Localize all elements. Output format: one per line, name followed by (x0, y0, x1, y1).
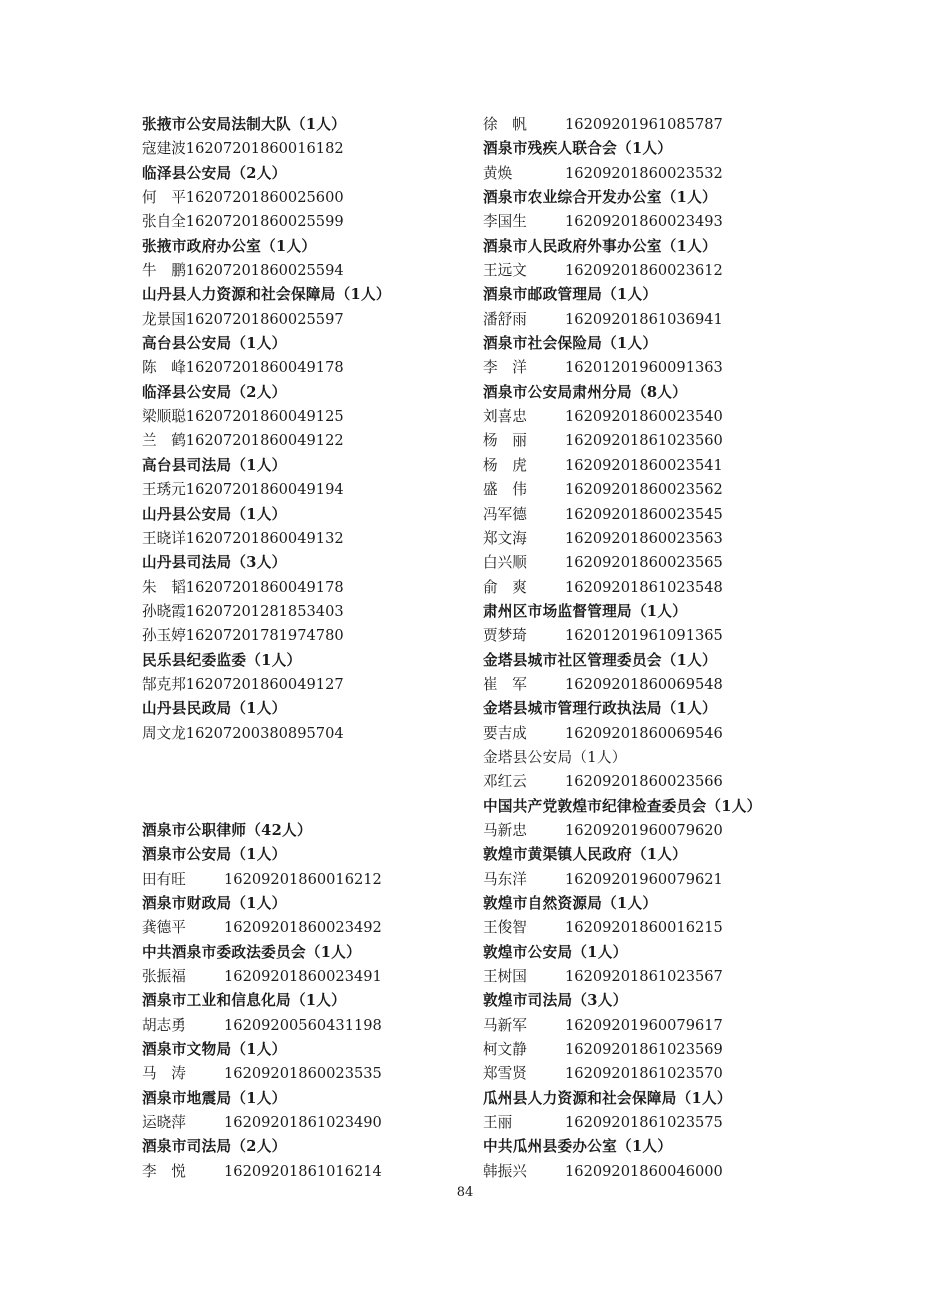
lawyer-entry (483, 356, 903, 380)
lawyer-entry (483, 551, 903, 575)
license-number: 16207201860049127 (185, 675, 344, 693)
department-heading: 肃州区市场监督管理局（1人） (483, 602, 688, 620)
license-number: 16209201860023545 (565, 505, 723, 523)
lawyer-entry (142, 210, 462, 234)
lawyer-name: 牛 鹏 (142, 262, 186, 280)
page-number: 84 (456, 1185, 474, 1200)
lawyer-entry (483, 1038, 903, 1062)
lawyer-name: 白兴顺 (483, 554, 527, 572)
lawyer-entry (483, 259, 903, 283)
department-heading: 中国共产党敦煌市纪律检查委员会（1人） (483, 797, 762, 815)
lawyer-name: 柯文静 (483, 1041, 527, 1059)
lawyer-name: 邓红云 (483, 773, 527, 791)
department-heading: 酒泉市工业和信息化局（1人） (142, 992, 347, 1010)
license-number: 16209201860023535 (224, 1065, 382, 1083)
lawyer-entry (142, 576, 462, 600)
department-heading: 山丹县民政局（1人） (142, 700, 287, 718)
lawyer-entry (483, 770, 903, 794)
department-heading: 高台县司法局（1人） (142, 456, 287, 474)
department-heading: 金塔县城市社区管理委员会（1人） (483, 651, 717, 669)
license-number: 16209201961085787 (565, 116, 723, 133)
department-heading: 酒泉市公安局（1人） (142, 846, 287, 864)
lawyer-entry (483, 868, 903, 892)
department-heading: 民乐县纪委监委（1人） (142, 651, 302, 669)
license-number: 16209201861036941 (565, 310, 723, 328)
lawyer-entry (483, 478, 903, 502)
blank-line (142, 746, 462, 770)
lawyer-name: 王树国 (483, 968, 527, 986)
lawyer-name: 刘喜忠 (483, 408, 527, 426)
license-number: 16207201860049194 (185, 481, 344, 499)
license-number: 16209201861023569 (565, 1041, 723, 1059)
lawyer-name: 潘舒雨 (483, 310, 527, 328)
department-heading: 酒泉市地震局（1人） (142, 1089, 287, 1107)
lawyer-name: 郑文海 (483, 529, 527, 547)
lawyer-name: 盛 伟 (483, 481, 527, 499)
lawyer-name: 郜克邦 (142, 675, 186, 693)
lawyer-entry (483, 722, 903, 746)
lawyer-entry (142, 868, 462, 892)
license-number: 16201201961091365 (565, 627, 723, 645)
lawyer-entry (142, 527, 462, 551)
license-number: 16209201860023492 (224, 919, 382, 937)
lawyer-entry (483, 503, 903, 527)
license-number: 16207201860049132 (185, 529, 344, 547)
department-heading: 中共瓜州县委办公室（1人） (483, 1138, 673, 1156)
lawyer-name: 李国生 (483, 213, 527, 231)
lawyer-entry (142, 916, 462, 940)
lawyer-name: 王琇元 (142, 481, 186, 499)
license-number: 16207201781974780 (185, 627, 344, 645)
lawyer-name: 冯军德 (483, 505, 527, 523)
license-number: 16209201861016214 (224, 1162, 382, 1180)
license-number: 16209201860023612 (565, 262, 723, 280)
blank-line (142, 795, 462, 819)
license-number: 16209201860046000 (565, 1162, 723, 1180)
lawyer-name: 张振福 (142, 968, 186, 986)
lawyer-entry (483, 1062, 903, 1086)
right-column (483, 113, 903, 1184)
license-number: 16209201860023540 (565, 408, 723, 426)
lawyer-name: 孙晓霞 (142, 602, 186, 620)
department-heading: 敦煌市公安局（1人） (483, 943, 628, 961)
department-heading: 酒泉市邮政管理局（1人） (483, 286, 658, 304)
lawyer-entry (142, 1062, 462, 1086)
license-number: 16209201861023567 (565, 968, 723, 986)
blank-line (142, 770, 462, 794)
license-number: 16209201860069546 (565, 724, 723, 742)
lawyer-name: 王远文 (483, 262, 527, 280)
lawyer-name: 周文龙 (142, 724, 186, 742)
license-number: 16207201860016182 (185, 140, 344, 158)
lawyer-name: 朱 韬 (142, 578, 186, 596)
department-heading: 张掖市公安局法制大队（1人） (142, 116, 347, 133)
lawyer-entry (483, 527, 903, 551)
lawyer-name: 崔 军 (483, 675, 527, 693)
lawyer-entry (142, 673, 462, 697)
lawyer-entry (142, 965, 462, 989)
lawyer-entry (142, 186, 462, 210)
license-number: 16209201960079617 (565, 1016, 723, 1034)
lawyer-name: 贾梦琦 (483, 627, 527, 645)
lawyer-entry (483, 405, 903, 429)
lawyer-name: 运晓萍 (142, 1114, 186, 1132)
lawyer-entry (142, 600, 462, 624)
license-number: 16209200560431198 (224, 1016, 382, 1034)
lawyer-entry (142, 137, 462, 161)
license-number: 16207201860049125 (185, 408, 344, 426)
department-heading: 中共酒泉市委政法委员会（1人） (142, 943, 361, 961)
license-number: 16209201960079620 (565, 821, 723, 839)
lawyer-name: 李 洋 (483, 359, 527, 377)
lawyer-name: 郑雪贤 (483, 1065, 527, 1083)
department-heading: 金塔县城市管理行政执法局（1人） (483, 700, 717, 718)
department-heading: 山丹县人力资源和社会保障局（1人） (142, 286, 391, 304)
lawyer-name: 要吉成 (483, 724, 527, 742)
license-number: 16207201281853403 (185, 602, 344, 620)
lawyer-name: 龙景国 (142, 310, 186, 328)
lawyer-entry (142, 478, 462, 502)
lawyer-entry (483, 429, 903, 453)
department-heading: 张掖市政府办公室（1人） (142, 237, 317, 255)
lawyer-entry (142, 722, 462, 746)
license-number: 16209201861023560 (565, 432, 723, 450)
department-heading: 敦煌市黄渠镇人民政府（1人） (483, 846, 688, 864)
license-number: 16207201860049178 (185, 578, 344, 596)
department-heading: 临泽县公安局（2人） (142, 164, 287, 182)
lawyer-name: 黄焕 (483, 164, 513, 182)
lawyer-name: 田有旺 (142, 870, 186, 888)
department-heading: 敦煌市自然资源局（1人） (483, 895, 658, 912)
license-number: 16209201860023563 (565, 529, 723, 547)
left-column (142, 113, 462, 1184)
license-number: 16207200380895704 (185, 724, 344, 742)
license-number: 16207201860049178 (185, 359, 344, 377)
lawyer-name: 寇建波 (142, 140, 186, 158)
license-number: 16209201860023565 (565, 554, 723, 572)
lawyer-name: 王俊智 (483, 919, 527, 937)
license-number: 16209201960079621 (565, 870, 723, 888)
lawyer-name: 马新忠 (483, 821, 527, 839)
lawyer-entry (142, 259, 462, 283)
department-heading: 酒泉市人民政府外事办公室（1人） (483, 237, 717, 255)
license-number: 16209201860023532 (565, 164, 723, 182)
lawyer-name: 陈 峰 (142, 359, 186, 377)
lawyer-entry (483, 1111, 903, 1135)
department-heading: 金塔县公安局（1人） (483, 748, 627, 766)
lawyer-entry (142, 1160, 462, 1184)
lawyer-name: 胡志勇 (142, 1016, 186, 1034)
lawyer-name: 兰 鹤 (142, 432, 186, 450)
lawyer-name: 王丽 (483, 1114, 513, 1132)
license-number: 16207201860025594 (185, 262, 344, 280)
lawyer-name: 马东洋 (483, 870, 527, 888)
lawyer-name: 梁顺聪 (142, 408, 186, 426)
department-heading: 高台县公安局（1人） (142, 335, 287, 353)
department-heading: 敦煌市司法局（3人） (483, 992, 628, 1010)
lawyer-name: 李 悦 (142, 1162, 186, 1180)
license-number: 16209201860023562 (565, 481, 723, 499)
license-number: 16209201860023491 (224, 968, 382, 986)
lawyer-name: 俞 爽 (483, 578, 527, 596)
department-heading: 酒泉市文物局（1人） (142, 1041, 287, 1059)
lawyer-entry (142, 429, 462, 453)
department-heading: 酒泉市财政局（1人） (142, 895, 287, 912)
lawyer-entry (483, 162, 903, 186)
lawyer-entry (142, 308, 462, 332)
lawyer-name: 杨 虎 (483, 456, 527, 474)
lawyer-name: 何 平 (142, 189, 186, 207)
lawyer-name: 韩振兴 (483, 1162, 527, 1180)
lawyer-name: 马新军 (483, 1016, 527, 1034)
lawyer-name: 杨 丽 (483, 432, 527, 450)
department-heading: 酒泉市残疾人联合会（1人） (483, 140, 673, 158)
lawyer-entry (483, 819, 903, 843)
license-number: 16207201860025597 (185, 310, 344, 328)
lawyer-entry (483, 308, 903, 332)
lawyer-entry (483, 965, 903, 989)
lawyer-entry (483, 1160, 903, 1184)
lawyer-entry (142, 1014, 462, 1038)
license-number: 16209201861023490 (224, 1114, 382, 1132)
license-number: 16209201860023566 (565, 773, 723, 791)
license-number: 16209201861023575 (565, 1114, 723, 1132)
lawyer-entry (142, 624, 462, 648)
license-number: 16209201861023548 (565, 578, 723, 596)
lawyer-entry (483, 454, 903, 478)
department-heading: 山丹县公安局（1人） (142, 505, 287, 523)
lawyer-name: 龚德平 (142, 919, 186, 937)
license-number: 16209201860016215 (565, 919, 723, 937)
license-number: 16209201860023541 (565, 456, 723, 474)
lawyer-name: 孙玉婷 (142, 627, 186, 645)
lawyer-entry (483, 916, 903, 940)
department-heading: 酒泉市农业综合开发办公室（1人） (483, 189, 717, 207)
lawyer-name: 徐 帆 (483, 116, 527, 133)
lawyer-name: 张自全 (142, 213, 186, 231)
lawyer-entry (483, 210, 903, 234)
lawyer-entry (142, 405, 462, 429)
department-heading: 酒泉市公安局肃州分局（8人） (483, 383, 688, 401)
department-heading: 山丹县司法局（3人） (142, 554, 287, 572)
lawyer-name: 马 涛 (142, 1065, 186, 1083)
license-number: 16209201860023493 (565, 213, 723, 231)
license-number: 16209201860016212 (224, 870, 382, 888)
department-heading: 瓜州县人力资源和社会保障局（1人） (483, 1089, 732, 1107)
license-number: 16209201861023570 (565, 1065, 723, 1083)
lawyer-name: 王晓详 (142, 529, 186, 547)
lawyer-entry (483, 1014, 903, 1038)
license-number: 16209201860069548 (565, 675, 723, 693)
lawyer-entry (483, 576, 903, 600)
lawyer-entry (142, 356, 462, 380)
department-heading: 酒泉市司法局（2人） (142, 1138, 287, 1156)
license-number: 16201201960091363 (565, 359, 723, 377)
department-heading: 酒泉市社会保险局（1人） (483, 335, 658, 353)
department-heading: 酒泉市公职律师（42人） (142, 821, 312, 839)
department-heading: 临泽县公安局（2人） (142, 383, 287, 401)
lawyer-entry (483, 113, 903, 137)
license-number: 16207201860025599 (185, 213, 344, 231)
lawyer-entry (483, 673, 903, 697)
lawyer-entry (142, 1111, 462, 1135)
lawyer-entry (483, 624, 903, 648)
license-number: 16207201860049122 (185, 432, 344, 450)
license-number: 16207201860025600 (185, 189, 344, 207)
